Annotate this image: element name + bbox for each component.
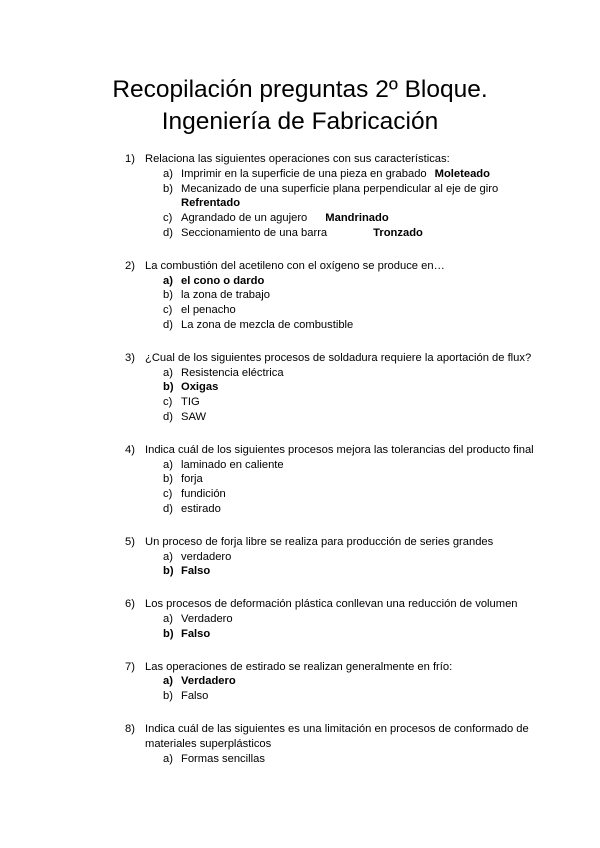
option-text: Seccionamiento de una barra <box>181 226 328 239</box>
question-text <box>0 152 535 167</box>
question <box>0 660 600 704</box>
option-text: Agrandado de un agujero <box>181 212 308 225</box>
option-letter: a) <box>163 550 173 563</box>
option-list <box>0 366 600 425</box>
question-number: 3) <box>125 351 135 364</box>
option-list <box>0 167 600 241</box>
option-text: Formas sencillas <box>181 752 265 765</box>
option-text: SAW <box>181 410 207 423</box>
option-letter: b) <box>163 182 173 195</box>
title-line-2: Ingeniería de Fabricación <box>161 108 439 135</box>
option-text: el penacho <box>181 304 236 317</box>
question <box>0 351 600 425</box>
option-text: laminado en caliente <box>181 458 284 471</box>
answer-option <box>0 274 541 289</box>
option-text: verdadero <box>181 550 232 563</box>
question-label: Indica cuál de los siguientes procesos mejora las tolerancias del producto final <box>145 443 534 456</box>
answer-option <box>0 487 541 502</box>
option-list <box>0 274 600 333</box>
answer-option <box>0 472 541 487</box>
document-title <box>0 74 600 138</box>
option-letter: a) <box>163 612 173 625</box>
option-text: Verdadero <box>181 675 236 688</box>
option-text: La zona de mezcla de combustible <box>181 318 354 331</box>
question <box>0 259 600 333</box>
option-letter: c) <box>163 396 173 409</box>
option-letter: a) <box>163 752 173 765</box>
answer-option <box>0 689 541 704</box>
answer-option <box>0 167 541 182</box>
answer-option <box>0 211 541 226</box>
answer-option <box>0 752 541 767</box>
answer-option <box>0 627 541 642</box>
question-text <box>0 722 535 752</box>
option-text: Falso <box>181 565 211 578</box>
answer-option <box>0 226 541 241</box>
question <box>0 152 600 241</box>
option-letter: b) <box>163 473 173 486</box>
answer-option <box>0 182 541 212</box>
option-letter: a) <box>163 366 173 379</box>
option-letter: c) <box>163 488 173 501</box>
option-text: Falso <box>181 690 209 703</box>
option-text: Imprimir en la superficie de una pieza en grabado <box>181 167 427 180</box>
option-letter: b) <box>163 381 174 394</box>
option-list <box>0 674 600 704</box>
option-text: TIG <box>181 396 200 409</box>
option-letter: d) <box>163 226 173 239</box>
option-text: Falso <box>181 627 211 640</box>
option-text: el cono o dardo <box>181 274 265 287</box>
option-letter: a) <box>163 274 173 287</box>
question-label: Las operaciones de estirado se realizan generalmente en frío: <box>145 660 453 673</box>
option-letter: b) <box>163 289 173 302</box>
option-list <box>0 752 600 767</box>
question-label: Relaciona las siguientes operaciones con sus características: <box>145 153 450 165</box>
matched-answer: Tronzado <box>373 226 423 239</box>
answer-option <box>0 395 541 410</box>
matched-answer: Moleteado <box>434 167 490 180</box>
option-text: Verdadero <box>181 612 233 625</box>
option-text: fundición <box>181 488 226 501</box>
option-text: Oxigas <box>181 381 219 394</box>
question-text <box>0 259 535 274</box>
option-text: forja <box>181 473 203 486</box>
option-list <box>0 550 600 580</box>
option-letter: a) <box>163 458 173 471</box>
answer-option <box>0 318 541 333</box>
option-letter: d) <box>163 318 173 331</box>
option-text: la zona de trabajo <box>181 289 270 302</box>
question-number: 4) <box>125 443 135 456</box>
option-letter: a) <box>163 675 173 688</box>
question <box>0 597 600 641</box>
question-label: ¿Cual de los siguientes procesos de soldadura requiere la aportación de flux? <box>145 351 532 364</box>
option-letter: c) <box>163 212 173 225</box>
question-number: 1) <box>125 153 135 165</box>
question <box>0 443 600 517</box>
option-text: estirado <box>181 502 221 515</box>
option-list <box>0 458 600 517</box>
question <box>0 535 600 579</box>
answer-option <box>0 303 541 318</box>
option-text: Mecanizado de una superficie plana perpendicular al eje de giro <box>181 182 499 195</box>
matched-answer: Mandrinado <box>325 212 389 225</box>
option-letter: d) <box>163 502 173 515</box>
answer-option <box>0 674 541 689</box>
matched-answer: Refrentado <box>181 197 241 210</box>
question-number: 6) <box>125 598 135 611</box>
option-letter: b) <box>163 627 174 640</box>
question-number: 2) <box>125 259 135 272</box>
option-text: Resistencia eléctrica <box>181 366 284 379</box>
answer-option <box>0 458 541 473</box>
answer-option <box>0 612 541 627</box>
question-text <box>0 597 535 612</box>
option-letter: b) <box>163 690 173 703</box>
question-text <box>0 535 535 550</box>
question <box>0 722 600 766</box>
question-label: Indica cuál de las siguientes es una limitación en procesos de conformado de materiales superplásticos <box>145 722 529 750</box>
answer-option <box>0 564 541 579</box>
option-letter: d) <box>163 410 173 423</box>
question-label: Los procesos de deformación plástica conllevan una reducción de volumen <box>145 598 518 611</box>
option-letter: a) <box>163 167 173 180</box>
question-label: Un proceso de forja libre se realiza para producción de series grandes <box>145 535 494 548</box>
question-label: La combustión del acetileno con el oxígeno se produce en… <box>145 259 445 272</box>
title-line-1: Recopilación preguntas 2º Bloque. <box>112 76 488 103</box>
answer-option <box>0 366 541 381</box>
question-list <box>0 152 600 766</box>
question-text <box>0 443 535 458</box>
answer-option <box>0 502 541 517</box>
answer-option <box>0 410 541 425</box>
option-list <box>0 612 600 642</box>
question-number: 5) <box>125 535 135 548</box>
option-letter: c) <box>163 304 173 317</box>
answer-option <box>0 550 541 565</box>
question-number: 8) <box>125 722 135 735</box>
question-number: 7) <box>125 660 135 673</box>
question-text <box>0 660 535 675</box>
option-letter: b) <box>163 565 174 578</box>
answer-option <box>0 288 541 303</box>
question-text <box>0 351 535 366</box>
answer-option <box>0 380 541 395</box>
